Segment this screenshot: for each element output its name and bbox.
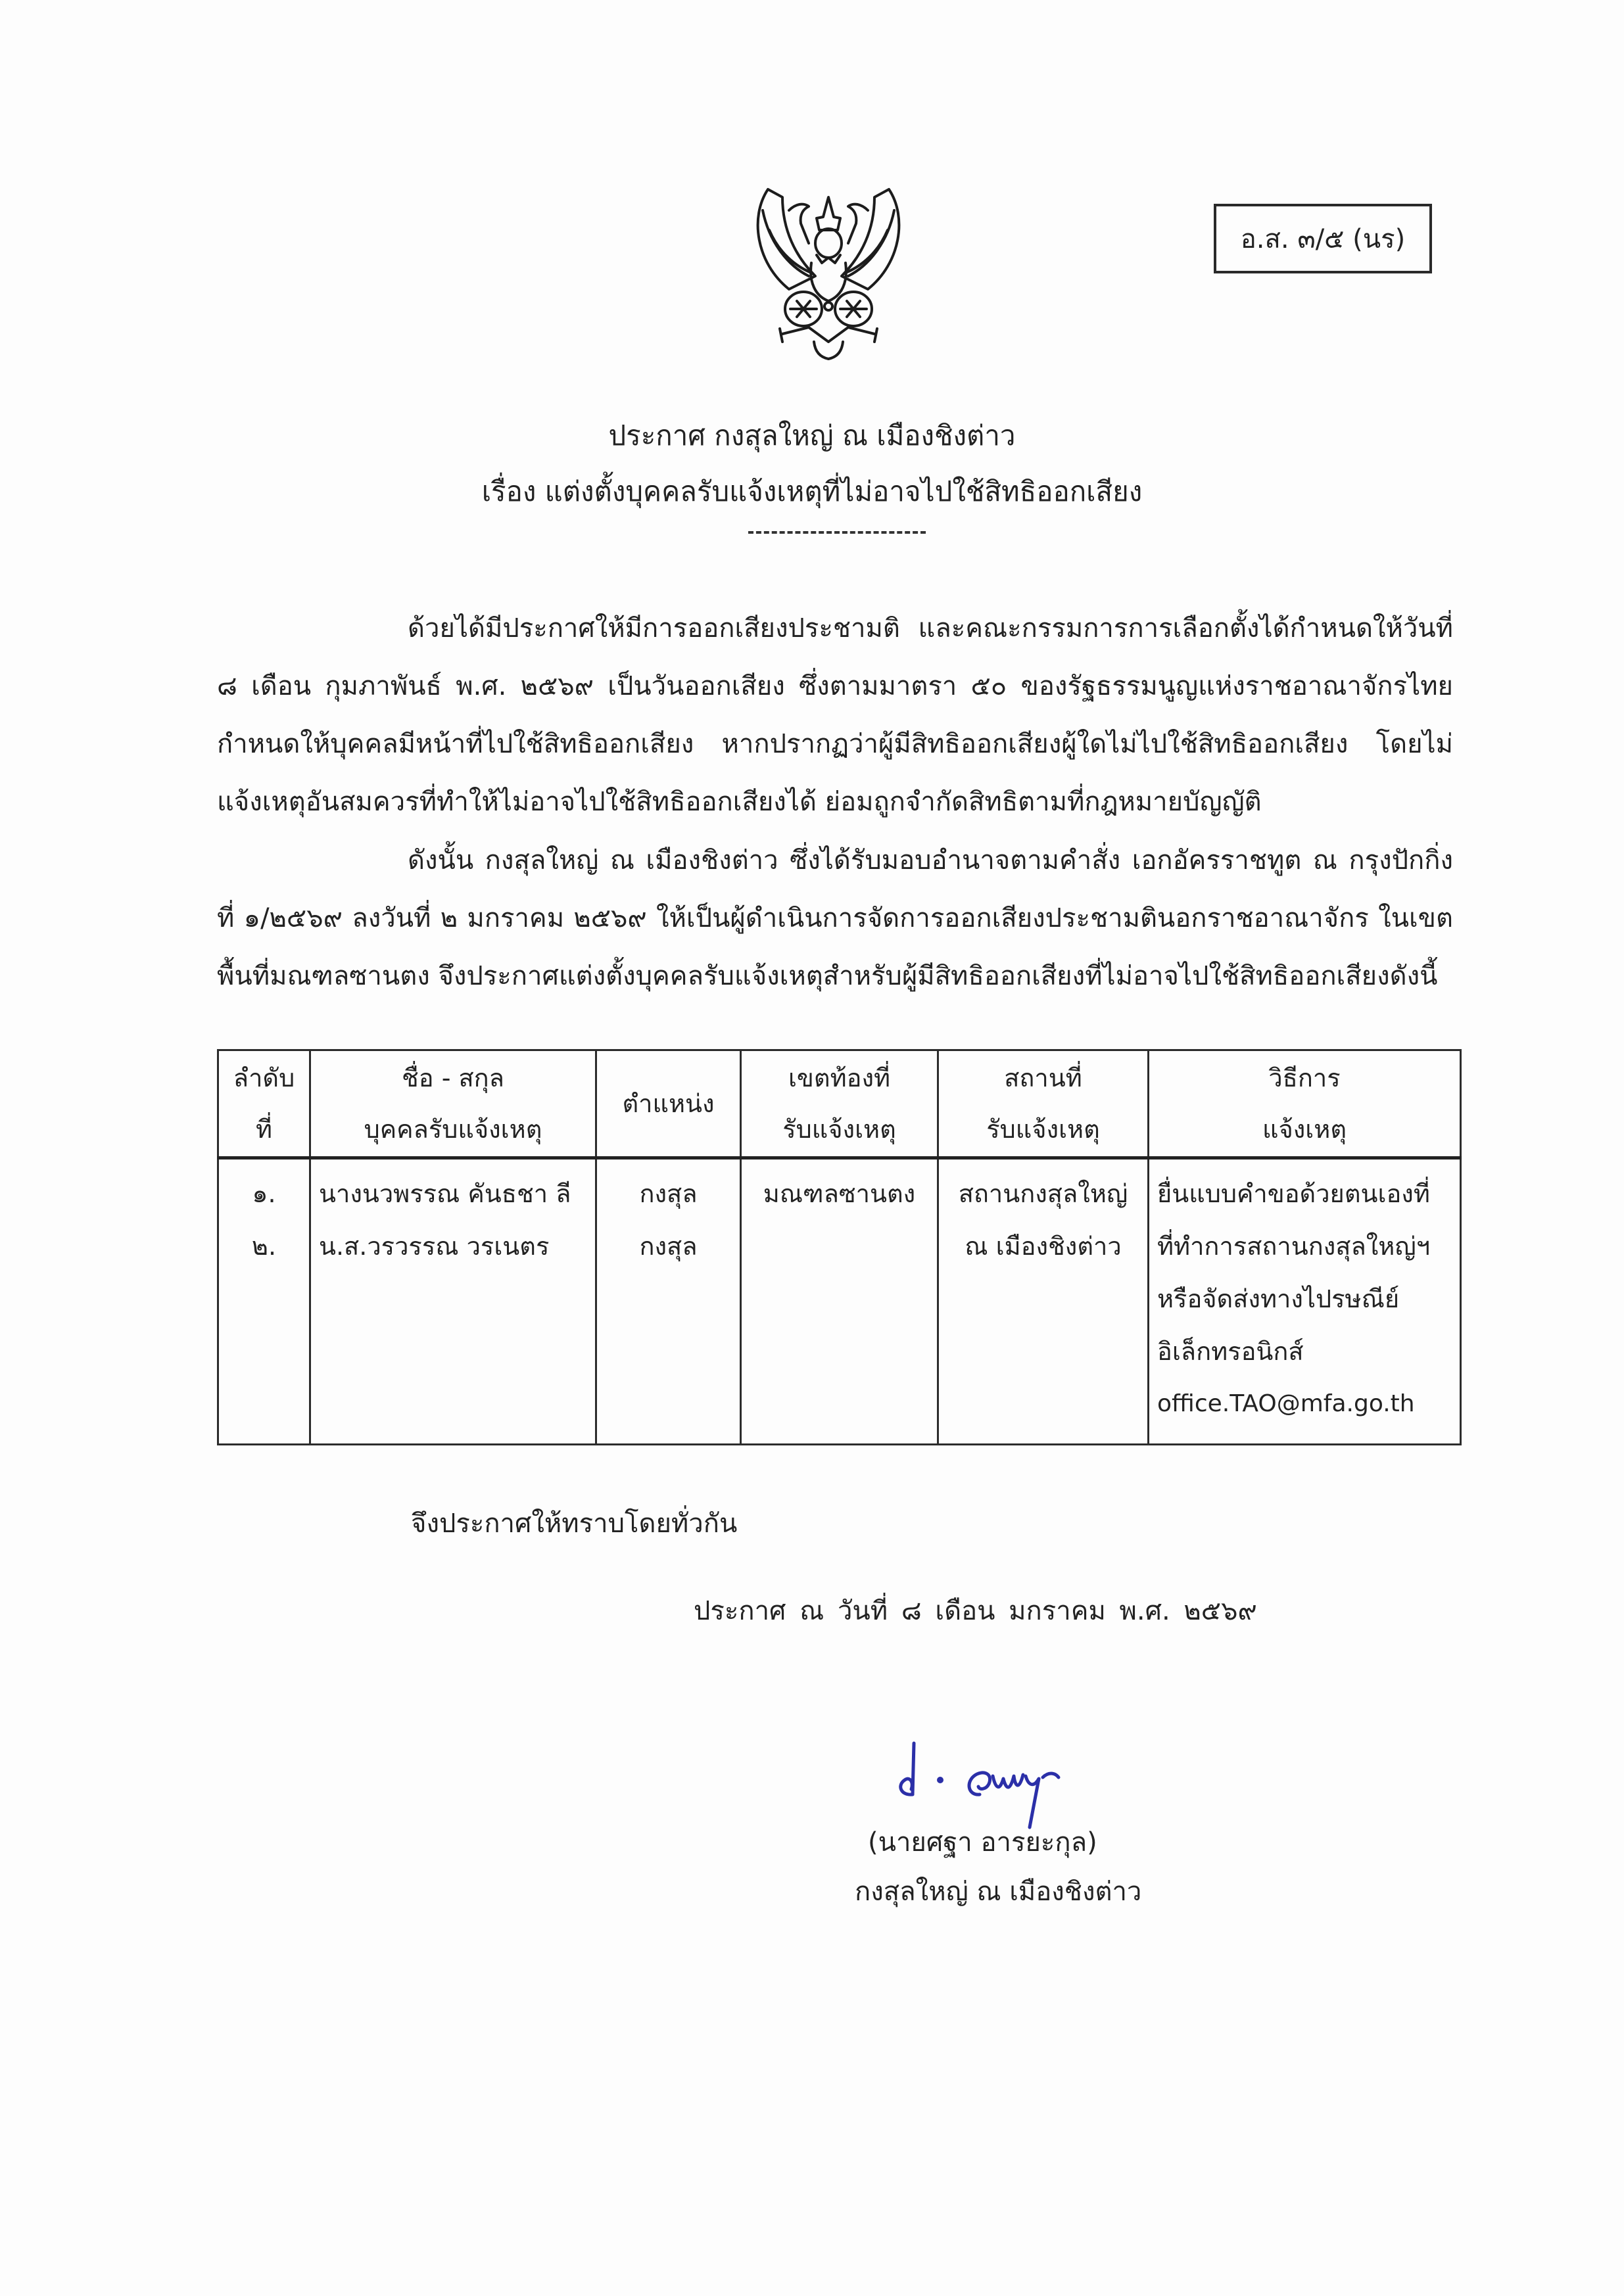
cell-positions: กงสุล กงสุล: [596, 1158, 741, 1445]
table-header-row: [218, 1050, 1461, 1158]
cell-method: ยื่นแบบคำขอด้วยตนเองที่ ที่ทำการสถานกงสุลใหญ่ฯ หรือจัดส่งทางไปรษณีย์ อิเล็กทรอนิกส์ office.TAO@mfa.go.th: [1149, 1158, 1461, 1445]
announcement-subject: เรื่อง แต่งตั้งบุคคลรับแจ้งเหตุที่ไม่อาจไปใช้สิทธิออกเสียง: [481, 475, 1143, 507]
form-code-text: อ.ส. ๓/๕ (นร): [1240, 224, 1406, 254]
body-paragraph-2: [217, 832, 1453, 1005]
body-paragraph-2-text: ดังนั้น กงสุลใหญ่ ณ เมืองชิงต่าว ซึ่งได้รับมอบอำนาจตามคำสั่ง เอกอัครราชทูต ณ กรุงปักกิ่ง ที่ ๑/๒๕๖๙ ลงวันที่ ๒ มกราคม ๒๕๖๙ ให้เป็นผู้ดำเนินการจัดการออกเสียงประชามตินอกราชอาณาจักร ในเขตพื้นที่มณฑลซานตง จึงประกาศแต่งตั้งบุคคลรับแจ้งเหตุสำหรับผู้มีสิทธิออกเสียงที่ไม่อาจไปใช้สิทธิออกเสียงดังนี้: [217, 845, 1453, 991]
title-divider: [748, 531, 926, 534]
header-method: วิธีการ แจ้งเหตุ: [1149, 1050, 1461, 1158]
signer-title: กงสุลใหญ่ ณ เมืองชิงต่าว: [855, 1877, 1142, 1907]
contact-email-link[interactable]: office.TAO@mfa.go.th: [1157, 1390, 1415, 1417]
notifier-table-container: [217, 1049, 1460, 1445]
table-row: [218, 1158, 1461, 1445]
cell-place: สถานกงสุลใหญ่ ณ เมืองชิงต่าว: [938, 1158, 1149, 1445]
body-paragraph-1: [217, 599, 1453, 831]
header-name: ชื่อ - สกุล บุคคลรับแจ้งเหตุ: [310, 1050, 596, 1158]
cell-area: มณฑลซานตง: [741, 1158, 938, 1445]
announcement-date: ประกาศ ณ วันที่ ๘ เดือน มกราคม พ.ศ. ๒๕๖๙: [694, 1596, 1257, 1626]
cell-sequence: ๑. ๒.: [218, 1158, 310, 1445]
notifier-table: [217, 1049, 1462, 1445]
header-place: สถานที่ รับแจ้งเหตุ: [938, 1050, 1149, 1158]
handwritten-signature-icon: [894, 1735, 1105, 1834]
garuda-emblem-icon: [743, 177, 914, 362]
header-position: ตำแหน่ง: [596, 1050, 741, 1158]
cell-names: นางนวพรรณ คันธชา ลี น.ส.วรวรรณ วรเนตร: [310, 1158, 596, 1445]
form-code-box: [1214, 204, 1432, 273]
header-area: เขตท้องที่ รับแจ้งเหตุ: [741, 1050, 938, 1158]
body-paragraph-1-text: ด้วยได้มีประกาศให้มีการออกเสียงประชามติ และคณะกรรมการการเลือกตั้งได้กำหนดให้วันที่ ๘ เดือน กุมภาพันธ์ พ.ศ. ๒๕๖๙ เป็นวันออกเสียง ซึ่งตามมาตรา ๕๐ ของรัฐธรรมนูญแห่งราชอาณาจักรไทย กำหนดให้บุคคลมีหน้าที่ไปใช้สิทธิออกเสียง หากปรากฏว่าผู้มีสิทธิออกเสียงผู้ใดไม่ไปใช้สิทธิออกเสียง โดยไม่แจ้งเหตุอันสมควรที่ทำให้ไม่อาจไปใช้สิทธิออกเสียงได้ ย่อมถูกจำกัดสิทธิตามที่กฎหมายบัญญัติ: [217, 613, 1453, 817]
signer-name: (นายศฐา อารยะกุล): [868, 1827, 1097, 1858]
announcement-title: ประกาศ กงสุลใหญ่ ณ เมืองชิงต่าว: [608, 419, 1016, 452]
header-sequence: ลำดับ ที่: [218, 1050, 310, 1158]
closing-statement: จึงประกาศให้ทราบโดยทั่วกัน: [411, 1509, 738, 1539]
